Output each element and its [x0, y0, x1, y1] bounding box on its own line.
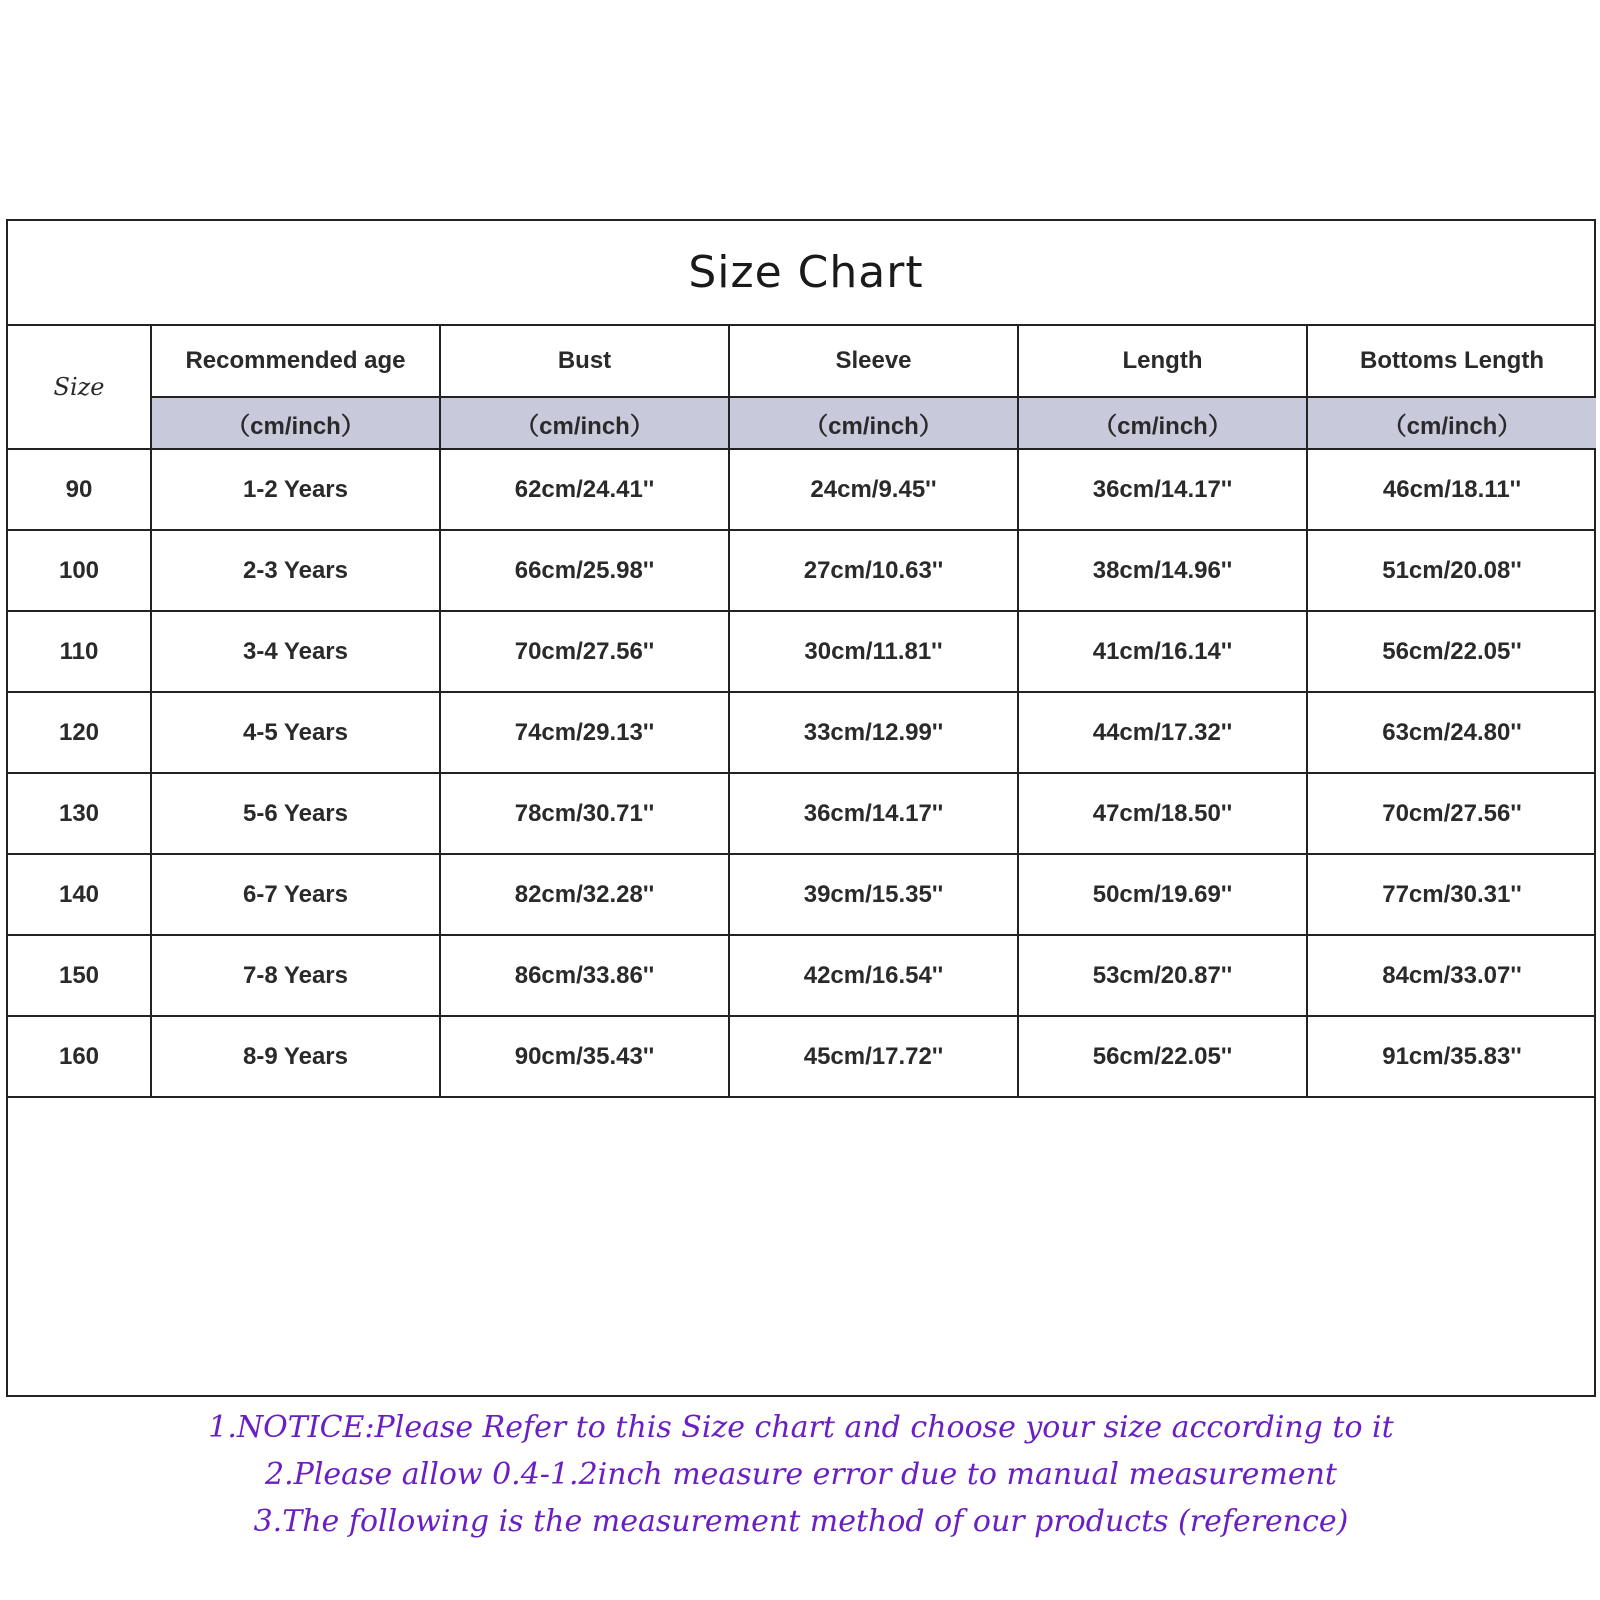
size-cell: 100 — [8, 530, 151, 611]
bottoms-length-cell: 63cm/24.80'' — [1307, 692, 1596, 773]
size-cell: 120 — [8, 692, 151, 773]
bust-cell: 78cm/30.71'' — [440, 773, 729, 854]
length-cell: 50cm/19.69'' — [1018, 854, 1307, 935]
length-cell: 44cm/17.32'' — [1018, 692, 1307, 773]
table-row — [8, 1016, 1596, 1097]
age-cell: 4-5 Years — [151, 692, 440, 773]
age-cell: 7-8 Years — [151, 935, 440, 1016]
length-cell: 56cm/22.05'' — [1018, 1016, 1307, 1097]
bottoms-length-cell: 70cm/27.56'' — [1307, 773, 1596, 854]
table-row — [8, 692, 1596, 773]
length-cell: 53cm/20.87'' — [1018, 935, 1307, 1016]
sleeve-cell: 33cm/12.99'' — [729, 692, 1018, 773]
table-row — [8, 854, 1596, 935]
unit-label: （cm/inch） — [729, 397, 1018, 449]
age-cell: 1-2 Years — [151, 449, 440, 530]
unit-label: （cm/inch） — [1307, 397, 1596, 449]
size-cell: 110 — [8, 611, 151, 692]
age-cell: 5-6 Years — [151, 773, 440, 854]
header-row — [8, 326, 1596, 397]
age-cell: 3-4 Years — [151, 611, 440, 692]
unit-label: （cm/inch） — [440, 397, 729, 449]
bust-cell: 70cm/27.56'' — [440, 611, 729, 692]
sleeve-cell: 30cm/11.81'' — [729, 611, 1018, 692]
size-cell: 160 — [8, 1016, 151, 1097]
size-cell: 90 — [8, 449, 151, 530]
size-chart-frame — [6, 219, 1596, 1539]
length-cell: 38cm/14.96'' — [1018, 530, 1307, 611]
note-line-3: 3.The following is the measurement method of our products (reference) — [253, 1504, 1349, 1539]
bust-cell: 86cm/33.86'' — [440, 935, 729, 1016]
bottoms-length-cell: 84cm/33.07'' — [1307, 935, 1596, 1016]
table-row — [8, 611, 1596, 692]
table-row — [8, 530, 1596, 611]
size-cell: 150 — [8, 935, 151, 1016]
notes-block — [8, 1404, 1594, 1545]
bottoms-length-cell: 56cm/22.05'' — [1307, 611, 1596, 692]
unit-row — [8, 397, 1596, 449]
size-chart-title: Size Chart — [688, 247, 924, 298]
sleeve-cell: 39cm/15.35'' — [729, 854, 1018, 935]
sleeve-cell: 27cm/10.63'' — [729, 530, 1018, 611]
age-cell: 2-3 Years — [151, 530, 440, 611]
note-line-2: 2.Please allow 0.4-1.2inch measure error due to manual measurement — [265, 1457, 1337, 1492]
bottoms-length-cell: 51cm/20.08'' — [1307, 530, 1596, 611]
age-cell: 8-9 Years — [151, 1016, 440, 1097]
note-line-1: 1.NOTICE:Please Refer to this Size chart and choose your size according to it — [208, 1410, 1394, 1445]
sleeve-cell: 45cm/17.72'' — [729, 1016, 1018, 1097]
unit-label: （cm/inch） — [151, 397, 440, 449]
unit-label: （cm/inch） — [1018, 397, 1307, 449]
length-cell: 41cm/16.14'' — [1018, 611, 1307, 692]
size-column-header: Size — [8, 326, 151, 449]
bottoms-length-cell: 46cm/18.11'' — [1307, 449, 1596, 530]
size-table — [8, 326, 1596, 1098]
sleeve-cell: 24cm/9.45'' — [729, 449, 1018, 530]
bust-cell: 74cm/29.13'' — [440, 692, 729, 773]
table-row — [8, 449, 1596, 530]
column-header-bottoms-length: Bottoms Length — [1307, 326, 1596, 397]
title-row — [8, 221, 1594, 326]
size-cell: 130 — [8, 773, 151, 854]
column-header-sleeve: Sleeve — [729, 326, 1018, 397]
bust-cell: 66cm/25.98'' — [440, 530, 729, 611]
age-cell: 6-7 Years — [151, 854, 440, 935]
column-header-recommended-age: Recommended age — [151, 326, 440, 397]
bust-cell: 82cm/32.28'' — [440, 854, 729, 935]
bust-cell: 90cm/35.43'' — [440, 1016, 729, 1097]
table-row — [8, 773, 1596, 854]
bottoms-length-cell: 91cm/35.83'' — [1307, 1016, 1596, 1097]
column-header-bust: Bust — [440, 326, 729, 397]
sleeve-cell: 42cm/16.54'' — [729, 935, 1018, 1016]
length-cell: 47cm/18.50'' — [1018, 773, 1307, 854]
bust-cell: 62cm/24.41'' — [440, 449, 729, 530]
size-cell: 140 — [8, 854, 151, 935]
bottoms-length-cell: 77cm/30.31'' — [1307, 854, 1596, 935]
sleeve-cell: 36cm/14.17'' — [729, 773, 1018, 854]
length-cell: 36cm/14.17'' — [1018, 449, 1307, 530]
column-header-length: Length — [1018, 326, 1307, 397]
table-row — [8, 935, 1596, 1016]
